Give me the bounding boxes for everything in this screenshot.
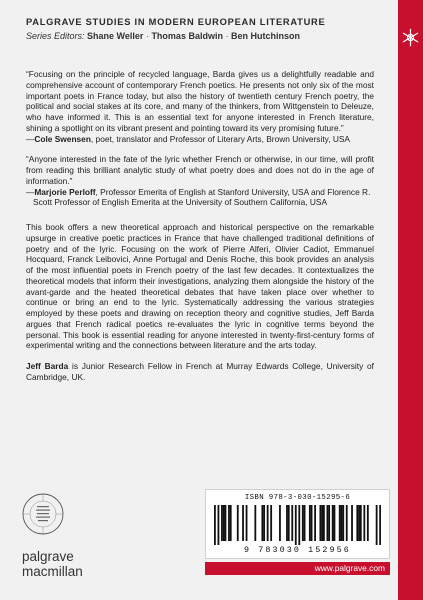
endorser-affiliation: , Professor Emerita of English at Stanford University, USA and Florence R. Scott Professor of English Emerita at the University of Southern California, USA xyxy=(33,186,371,208)
palgrave-star-icon xyxy=(401,28,420,47)
barcode-bar xyxy=(341,505,343,541)
barcode-bar xyxy=(302,505,304,541)
barcode-bar xyxy=(261,505,263,541)
isbn-barcode xyxy=(205,489,390,559)
barcode-bar xyxy=(332,505,334,541)
barcode-bar xyxy=(230,505,232,541)
barcode-bar xyxy=(267,505,269,541)
endorser-name: Marjorie Perloff xyxy=(34,186,96,197)
barcode-bar xyxy=(228,505,230,541)
barcode-bar xyxy=(327,505,329,541)
endorsement-attribution: —Cole Swensen, poet, translator and Professor of Literary Arts, Brown University, USA xyxy=(26,133,350,144)
barcode-bar xyxy=(254,505,256,541)
brand-color-strip xyxy=(398,0,423,600)
barcode-bar xyxy=(218,505,220,545)
editors-label: Series Editors: xyxy=(26,31,85,41)
barcode-bar xyxy=(311,505,313,541)
editor-name: Shane Weller xyxy=(87,31,144,41)
barcode-bar xyxy=(214,505,216,545)
series-editors xyxy=(26,31,386,42)
editor-name: Thomas Baldwin xyxy=(151,31,223,41)
author-name: Jeff Barda xyxy=(26,361,69,371)
author-bio-text: is Junior Research Fellow in French at Murray Edwards College, University of Cambridge, UK. xyxy=(26,361,374,382)
publisher-wordmark: palgrave macmillan xyxy=(22,549,83,579)
endorser-name: Cole Swensen xyxy=(34,133,91,144)
book-description: This book offers a new theoretical approach and historical perspective on the remarkable upsurge in creative poetic practices in France that have challenged traditional definitions of poetry and of the lyric. Focusing on the work of Pierre Alferi, Olivier Cadiot, Emmanuel Hocquard, Franck Leibovici, Anne Portugal and Denis Roche, this book provides an analysis of the most influential poets in French poetry of the last few decades. It contextualizes the theoretical models that inform their investigations, analyzing them alongside the history of the avant-garde and the heated theoretical debates that have taken place over whether to continue or bring an end to the lyric. Systematically addressing the various strategies employed by these poets and drawing on reception theory and cognitive studies, Jeff Barda argues that French radical poetics re-evaluates the lyric in cognitive terms beyond the personal. This book is essential reading for anyone interested in twenty-first-century forms of experimental writing and the connections between literature and the arts today. xyxy=(26,222,374,351)
barcode-bar xyxy=(346,505,348,541)
barcode-bar xyxy=(358,505,360,541)
barcode-bar xyxy=(286,505,288,541)
editor-name: Ben Hutchinson xyxy=(230,31,300,41)
editor-separator: · xyxy=(145,31,149,41)
barcode-bar xyxy=(339,505,341,541)
endorser-affiliation: , poet, translator and Professor of Literary Arts, Brown University, USA xyxy=(90,133,350,144)
barcode-bar xyxy=(223,505,225,541)
barcode-bar xyxy=(225,505,227,541)
barcode-bar xyxy=(270,505,272,541)
barcode-digits: 9 783030 152956 xyxy=(244,545,351,555)
barcode-bar xyxy=(304,505,306,541)
barcode-bar xyxy=(319,505,321,541)
barcode-bar xyxy=(242,505,244,541)
barcode-bar xyxy=(328,505,330,541)
endorsement-quote: “Focusing on the principle of recycled language, Barda gives us a delightfully readable and comprehensive account of contemporary French poetics. He presents not only six of the most important poets in France today, but also the history of twentieth century French poetry, the political and social stakes at its core, and many of the thinkers, from Wittgenstein to Deleuze, who have informed it. This is an essential text for anyone interested in French literature, shining a spotlight on its vibrant present and pointing toward its very promising future.” xyxy=(26,69,374,133)
endorsement-quote: “Anyone interested in the fate of the lyric whether French or otherwise, in our time, will profit from reading this brilliant analytic study of what poetry does and does not do in the age of information.” xyxy=(26,154,374,186)
back-cover-text xyxy=(26,69,374,383)
editor-separator: · xyxy=(225,31,229,41)
barcode-bar xyxy=(342,505,344,541)
barcode-bar xyxy=(321,505,323,541)
barcode-bar xyxy=(379,505,381,545)
barcode-bar xyxy=(360,505,362,541)
publisher-website[interactable]: www.palgrave.com xyxy=(205,562,390,575)
barcode-bar xyxy=(291,505,293,541)
barcode-bar xyxy=(323,505,325,541)
barcode-bar xyxy=(263,505,265,541)
barcode-bar xyxy=(367,505,369,541)
barcode-bars xyxy=(214,505,381,545)
series-title: PALGRAVE STUDIES IN MODERN EUROPEAN LITERATURE xyxy=(26,17,326,27)
barcode-bar xyxy=(363,505,365,541)
endorsement-attribution: —Marjorie Perloff, Professor Emerita of English at Stanford University, USA and Florence R. Scott Professor of English Emerita at the University of Southern California, USA xyxy=(26,186,371,208)
barcode-bar xyxy=(279,505,281,541)
author-bio xyxy=(26,361,374,383)
barcode-bar xyxy=(314,505,316,541)
barcode-bar xyxy=(221,505,223,541)
barcode-bar xyxy=(356,505,358,541)
barcode-bar xyxy=(237,505,239,541)
barcode-bar xyxy=(376,505,378,545)
series-header xyxy=(26,17,386,42)
barcode-bar xyxy=(295,505,297,545)
barcode-bar xyxy=(351,505,353,541)
barcode-bar xyxy=(288,505,290,541)
barcode-bar xyxy=(334,505,336,541)
barcode-bar xyxy=(309,505,311,541)
barcode-bar xyxy=(246,505,248,541)
series-wheel-emblem-icon xyxy=(21,492,65,536)
barcode-bar xyxy=(298,505,300,545)
isbn-label: ISBN 978-3-030-15295-6 xyxy=(244,494,351,502)
